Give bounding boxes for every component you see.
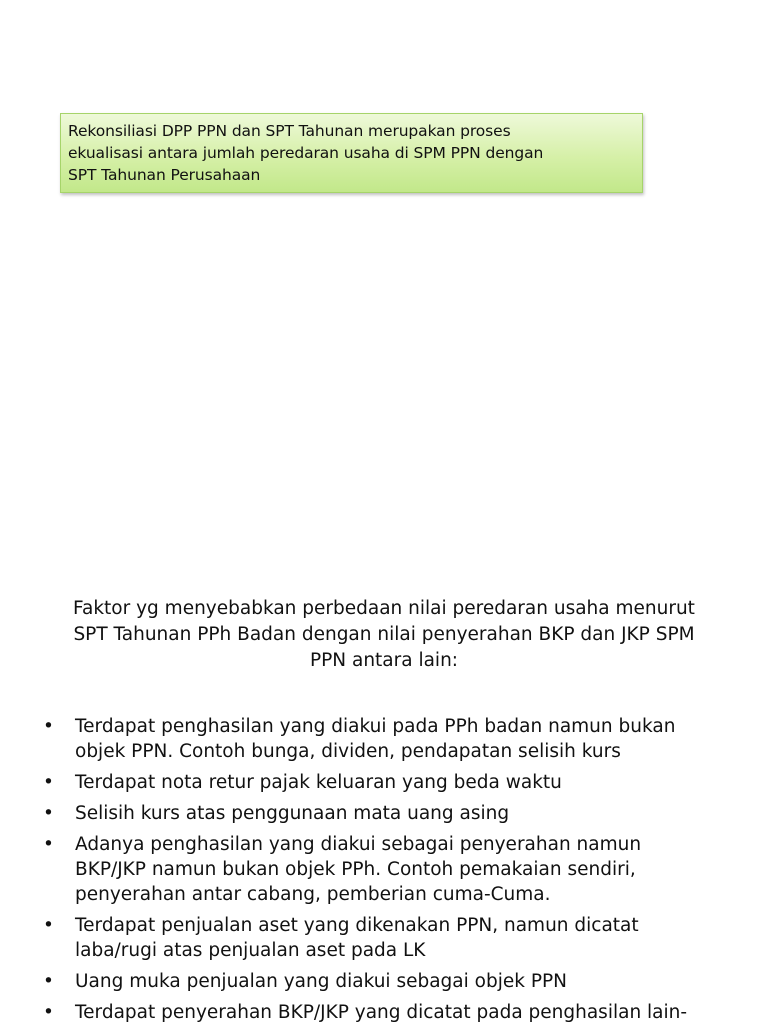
callout-line: SPT Tahunan Perusahaan bbox=[68, 166, 261, 184]
list-item-line: Selisih kurs atas penggunaan mata uang asing bbox=[75, 803, 510, 824]
list-item bbox=[40, 714, 730, 764]
list-item-line: Terdapat nota retur pajak keluaran yang beda waktu bbox=[75, 772, 562, 793]
bullet-icon: • bbox=[43, 1002, 54, 1023]
list-item bbox=[40, 913, 730, 963]
list-item-line: Terdapat penjualan aset yang dikenakan PPN, namun dicatat bbox=[75, 915, 639, 936]
intro-paragraph bbox=[40, 596, 728, 674]
list-item bbox=[40, 969, 730, 994]
bullet-icon: • bbox=[43, 716, 54, 737]
list-item bbox=[40, 801, 730, 826]
bullet-icon: • bbox=[43, 803, 54, 824]
intro-line: Faktor yg menyebabkan perbedaan nilai peredaran usaha menurut bbox=[73, 598, 695, 619]
bullet-icon: • bbox=[43, 772, 54, 793]
definition-callout bbox=[60, 113, 643, 193]
callout-line: Rekonsiliasi DPP PPN dan SPT Tahunan merupakan proses bbox=[68, 122, 511, 140]
list-item-line: penyerahan antar cabang, pemberian cuma-Cuma. bbox=[75, 884, 551, 905]
list-item-line: Uang muka penjualan yang diakui sebagai objek PPN bbox=[75, 971, 567, 992]
list-item-line: Terdapat penyerahan BKP/JKP yang dicatat pada penghasilan lain- bbox=[75, 1002, 688, 1023]
list-item bbox=[40, 1000, 730, 1025]
list-item-line: laba/rugi atas penjualan aset pada LK bbox=[75, 940, 426, 961]
list-item bbox=[40, 832, 730, 907]
bullet-icon: • bbox=[43, 971, 54, 992]
factor-list bbox=[40, 714, 730, 1031]
list-item bbox=[40, 770, 730, 795]
bullet-icon: • bbox=[43, 834, 54, 855]
intro-line: PPN antara lain: bbox=[309, 650, 459, 671]
bullet-icon: • bbox=[43, 915, 54, 936]
list-item-line: objek PPN. Contoh bunga, dividen, pendapatan selisih kurs bbox=[75, 741, 621, 762]
intro-line: SPT Tahunan PPh Badan dengan nilai penyerahan BKP dan JKP SPM bbox=[73, 624, 695, 645]
callout-line: ekualisasi antara jumlah peredaran usaha di SPM PPN dengan bbox=[68, 144, 544, 162]
list-item-line: Terdapat penghasilan yang diakui pada PPh badan namun bukan bbox=[75, 716, 676, 737]
list-item-line: Adanya penghasilan yang diakui sebagai penyerahan namun bbox=[75, 834, 642, 855]
list-item-line: BKP/JKP namun bukan objek PPh. Contoh pemakaian sendiri, bbox=[75, 859, 636, 880]
